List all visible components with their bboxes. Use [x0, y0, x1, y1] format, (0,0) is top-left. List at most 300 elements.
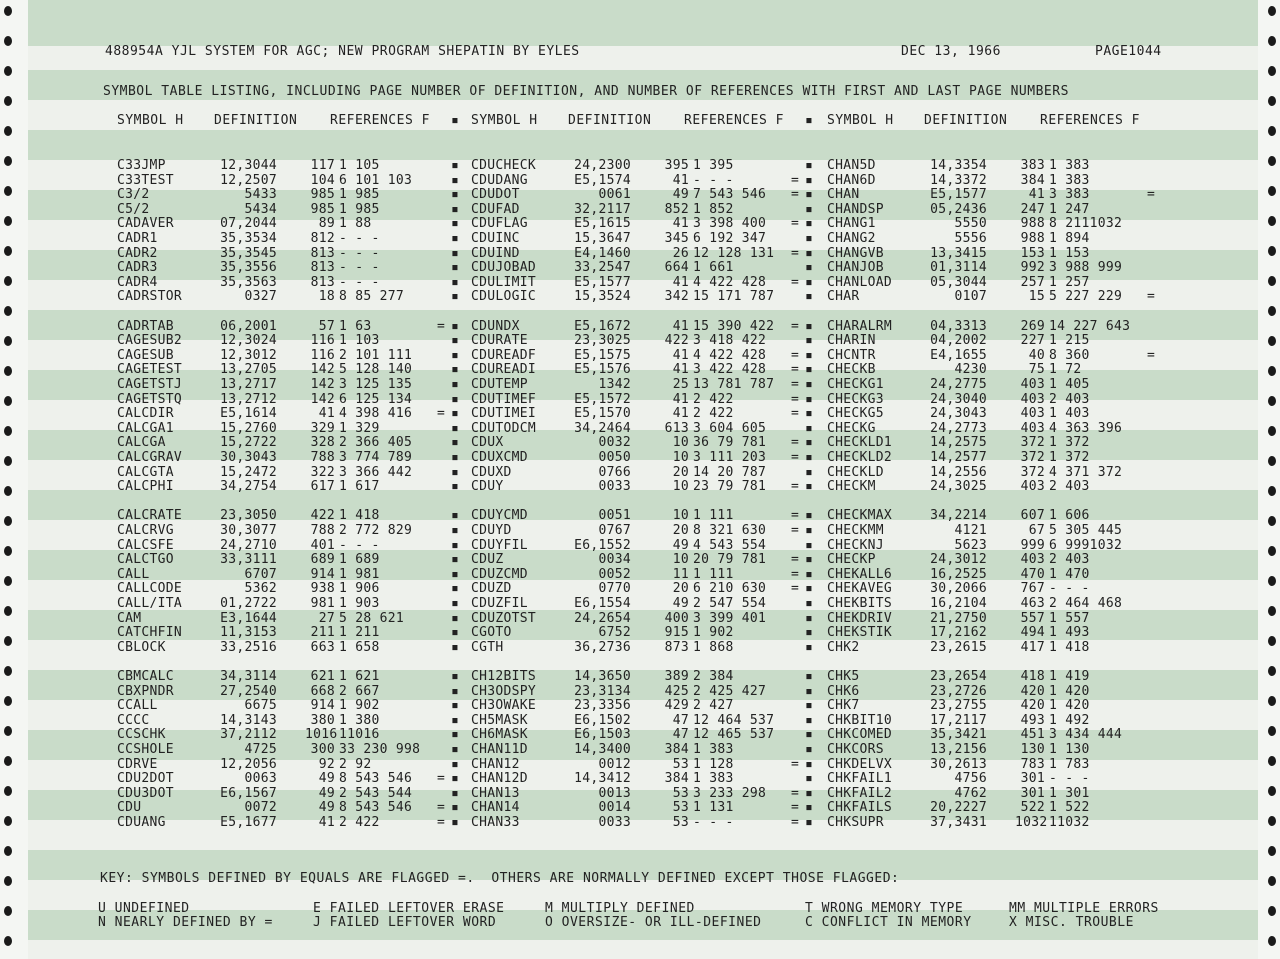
- cell-definition: E5,1677: [220, 815, 277, 830]
- feed-hole: [4, 216, 12, 226]
- cell-definition: 14,2556: [930, 464, 987, 480]
- cell-flag: =: [791, 274, 800, 290]
- cell-references: - - -: [693, 172, 734, 188]
- cell-flag: =: [791, 245, 800, 261]
- cell-symbol: CHKCOMED: [827, 727, 893, 743]
- column-header-symbol: SYMBOL H: [117, 113, 184, 128]
- cell-symbol: CALCRVG: [117, 523, 174, 538]
- cell-definition: E6,1567: [220, 785, 277, 801]
- cell-symbol: CDUINC: [471, 231, 520, 246]
- cell-symbol: CHAN: [827, 187, 860, 203]
- cell-page: 389: [664, 669, 689, 684]
- cell-definition: E6,1502: [574, 712, 631, 728]
- cell-symbol: CBMCALC: [117, 669, 174, 684]
- cell-definition: 14,2577: [930, 450, 987, 465]
- cell-page: 557: [1020, 610, 1045, 626]
- cell-page: 418: [1020, 669, 1045, 684]
- cell-references: 1 103: [339, 333, 380, 349]
- column-separator: ▪: [805, 274, 814, 290]
- cell-definition: E5,1672: [574, 318, 631, 334]
- cell-definition: 0063: [244, 771, 277, 787]
- cell-page: 41: [672, 318, 689, 334]
- feed-hole: [4, 876, 12, 886]
- cell-page: 49: [672, 537, 689, 553]
- column-separator: ▪: [451, 639, 460, 655]
- cell-references: - - -: [1049, 771, 1090, 787]
- cell-definition: 35,3563: [220, 274, 277, 290]
- column-separator: ▪: [805, 669, 814, 684]
- cell-references: 1 522: [1049, 800, 1090, 816]
- cell-page: 384: [664, 771, 689, 787]
- cell-flag: =: [437, 815, 446, 830]
- cell-page: 329: [310, 420, 335, 436]
- cell-definition: 30,2613: [930, 756, 987, 772]
- cell-definition: 24,2775: [930, 377, 987, 392]
- cell-page: 20: [672, 523, 689, 538]
- feed-hole: [1268, 906, 1276, 916]
- cell-references: 12 128 131: [693, 245, 775, 261]
- cell-definition: 17,2117: [930, 712, 987, 728]
- cell-page: 372: [1020, 450, 1045, 465]
- cell-definition: E3,1644: [220, 610, 277, 626]
- feed-hole: [1268, 786, 1276, 796]
- column-separator: ▪: [805, 581, 814, 597]
- cell-definition: E5,1572: [574, 391, 631, 407]
- column-separator: ▪: [451, 420, 460, 436]
- feed-hole: [4, 666, 12, 676]
- cell-references: 1 557: [1049, 610, 1090, 626]
- cell-references: 4 422 428: [693, 347, 767, 363]
- column-separator: ▪: [805, 508, 814, 524]
- cell-page: 914: [310, 566, 335, 582]
- cell-definition: 07,2044: [220, 216, 277, 232]
- column-separator: ▪: [451, 742, 460, 757]
- cell-symbol: CHAN11D: [471, 742, 528, 757]
- cell-page: 10: [672, 435, 689, 451]
- feed-hole: [1268, 36, 1276, 46]
- cell-references: 1 420: [1049, 698, 1090, 714]
- cell-flag: =: [791, 800, 800, 816]
- cell-definition: 12,2056: [220, 756, 277, 772]
- cell-references: 1 247: [1049, 201, 1090, 217]
- cell-page: 403: [1020, 391, 1045, 407]
- cell-page: 227: [1020, 333, 1045, 349]
- cell-symbol: CHAR: [827, 289, 860, 305]
- cell-symbol: CHKSUPR: [827, 815, 884, 830]
- cell-references: 8 360: [1049, 347, 1090, 363]
- feed-hole: [1268, 936, 1276, 946]
- cell-references: - - -: [339, 245, 380, 261]
- column-separator: ▪: [451, 537, 460, 553]
- cell-flag: =: [791, 216, 800, 232]
- cell-definition: 15,3524: [574, 289, 631, 305]
- column-separator: ▪: [451, 566, 460, 582]
- cell-references: 2 547 554: [693, 596, 767, 611]
- cell-definition: 35,3421: [930, 727, 987, 743]
- cell-page: 345: [664, 231, 689, 246]
- cell-page: 522: [1020, 800, 1045, 816]
- cell-references: 3 604 605: [693, 420, 767, 436]
- column-separator: ▪: [451, 406, 460, 422]
- column-separator: ▪: [451, 581, 460, 597]
- cell-symbol: CHECKG: [827, 420, 876, 436]
- cell-symbol: CHECKMAX: [827, 508, 893, 524]
- cell-symbol: CHECKLD2: [827, 450, 893, 465]
- cell-symbol: CHKCORS: [827, 742, 884, 757]
- cell-references: 1 380: [339, 712, 380, 728]
- cell-page: 41: [672, 216, 689, 232]
- cell-definition: 24,3040: [930, 391, 987, 407]
- cell-references: 3 233 298: [693, 785, 767, 801]
- feed-hole: [4, 456, 12, 466]
- column-separator: ▪: [805, 610, 814, 626]
- cell-symbol: CDUZOTST: [471, 610, 537, 626]
- cell-references: 1 111: [693, 566, 734, 582]
- cell-symbol: CDUFLAG: [471, 216, 528, 232]
- cell-symbol: CHK2: [827, 639, 860, 655]
- cell-symbol: CCSCHK: [117, 727, 166, 743]
- cell-symbol: CDUJOBAD: [471, 260, 537, 276]
- cell-symbol: CHAN5D: [827, 158, 876, 173]
- column-separator: ▪: [451, 479, 460, 495]
- cell-symbol: CHKDELVX: [827, 756, 893, 772]
- cell-definition: 11,3153: [220, 625, 277, 641]
- cell-references: 2 422: [693, 406, 734, 422]
- cell-page: 470: [1020, 566, 1045, 582]
- printout-page: [28, 0, 1258, 959]
- cell-references: 11016: [339, 727, 380, 743]
- column-separator: ▪: [451, 158, 460, 173]
- cell-references: 1 606: [1049, 508, 1090, 524]
- cell-symbol: CHANJOB: [827, 260, 884, 276]
- cell-definition: 24,2300: [574, 158, 631, 173]
- cell-page: 383: [1020, 158, 1045, 173]
- column-separator: ▪: [805, 187, 814, 203]
- feed-hole: [4, 816, 12, 826]
- cell-symbol: CDUREADI: [471, 362, 537, 378]
- cell-references: 33 230 998: [339, 742, 421, 757]
- column-separator: ▪: [805, 815, 814, 830]
- cell-references: 2 403: [1049, 479, 1090, 495]
- cell-references: 1 215: [1049, 333, 1090, 349]
- cell-symbol: CDUZD: [471, 581, 512, 597]
- cell-page: 463: [1020, 596, 1045, 611]
- feed-hole: [4, 756, 12, 766]
- feed-hole: [1268, 426, 1276, 436]
- feed-hole: [1268, 666, 1276, 676]
- cell-page: 41: [672, 406, 689, 422]
- cell-definition: E5,1576: [574, 362, 631, 378]
- cell-flag: =: [791, 362, 800, 378]
- column-separator: ▪: [805, 771, 814, 787]
- cell-symbol: CAGETSTQ: [117, 391, 183, 407]
- green-bar-stripe: [28, 0, 1258, 46]
- cell-definition: 14,3372: [930, 172, 987, 188]
- cell-references: - - -: [693, 815, 734, 830]
- cell-page: 67: [1028, 523, 1045, 538]
- cell-definition: 4725: [244, 742, 277, 757]
- cell-references: 2 425 427: [693, 683, 767, 699]
- cell-page: 1016: [305, 727, 338, 743]
- cell-references: 1 902: [339, 698, 380, 714]
- cell-page: 10: [672, 552, 689, 568]
- feed-hole: [4, 606, 12, 616]
- feed-hole: [1268, 636, 1276, 646]
- cell-definition: 01,2722: [220, 596, 277, 611]
- cell-symbol: CDUYCMD: [471, 508, 528, 524]
- cell-definition: E6,1554: [574, 596, 631, 611]
- column-separator: ▪: [451, 450, 460, 465]
- cell-references: 12 465 537: [693, 727, 775, 743]
- cell-page: 451: [1020, 727, 1045, 743]
- cell-references: 1 420: [1049, 683, 1090, 699]
- key-item: E FAILED LEFTOVER ERASE: [313, 901, 505, 916]
- cell-references: 1 383: [1049, 172, 1090, 188]
- cell-page: 788: [310, 523, 335, 538]
- cell-symbol: CHANLOAD: [827, 274, 893, 290]
- cell-definition: 20,2227: [930, 800, 987, 816]
- cell-references: - - -: [339, 260, 380, 276]
- feed-hole: [4, 96, 12, 106]
- column-separator: ▪: [451, 216, 460, 232]
- feed-hole: [4, 6, 12, 16]
- cell-page: 813: [310, 245, 335, 261]
- header-page: PAGE1044: [1095, 44, 1162, 59]
- listing-subtitle: SYMBOL TABLE LISTING, INCLUDING PAGE NUMBER OF DEFINITION, AND NUMBER OF REFERENCES WITH FIRST AND LAST PAGE NUMBERS: [103, 84, 1069, 99]
- cell-definition: 0770: [598, 581, 631, 597]
- feed-hole: [4, 36, 12, 46]
- column-separator: ▪: [805, 566, 814, 582]
- cell-definition: 0767: [598, 523, 631, 538]
- cell-references: 3 418 422: [693, 333, 767, 349]
- feed-hole: [1268, 96, 1276, 106]
- cell-definition: 23,2654: [930, 669, 987, 684]
- cell-definition: 23,2615: [930, 639, 987, 655]
- feed-hole: [1268, 546, 1276, 556]
- column-separator: ▪: [451, 231, 460, 246]
- cell-definition: 35,3556: [220, 260, 277, 276]
- cell-symbol: CHECKB: [827, 362, 876, 378]
- cell-symbol: CHKFAILS: [827, 800, 893, 816]
- header-date: DEC 13, 1966: [901, 44, 1001, 59]
- cell-symbol: CHK5: [827, 669, 860, 684]
- cell-symbol: CBXPNDR: [117, 683, 174, 699]
- cell-symbol: CATCHFIN: [117, 625, 183, 641]
- cell-definition: 23,3134: [574, 683, 631, 699]
- cell-symbol: C33JMP: [117, 158, 166, 173]
- cell-references: 5 28 621: [339, 610, 405, 626]
- cell-references: 2 464 468: [1049, 596, 1123, 611]
- cell-definition: 12,3024: [220, 333, 277, 349]
- cell-flag: =: [791, 406, 800, 422]
- cell-page: 300: [310, 742, 335, 757]
- cell-definition: 24,2654: [574, 610, 631, 626]
- cell-page: 985: [310, 187, 335, 203]
- feed-hole: [4, 126, 12, 136]
- feed-hole: [1268, 216, 1276, 226]
- cell-references: 2 422: [693, 391, 734, 407]
- tractor-feed-left: [0, 0, 28, 959]
- feed-hole: [1268, 726, 1276, 736]
- cell-references: 36 79 781: [693, 435, 767, 451]
- cell-flag: =: [1147, 289, 1156, 305]
- cell-definition: 24,3012: [930, 552, 987, 568]
- column-separator: ▪: [451, 391, 460, 407]
- cell-references: 1 131: [693, 800, 734, 816]
- column-header-definition: DEFINITION: [568, 113, 652, 128]
- cell-page: 153: [1020, 245, 1045, 261]
- cell-page: 41: [318, 815, 335, 830]
- cell-symbol: CHANG2: [827, 231, 876, 246]
- cell-symbol: CADRTAB: [117, 318, 174, 334]
- key-item: MM MULTIPLE ERRORS: [1009, 901, 1159, 916]
- cell-symbol: CDURATE: [471, 333, 528, 349]
- cell-references: - - -: [339, 537, 380, 553]
- feed-hole: [1268, 276, 1276, 286]
- column-separator: ▪: [805, 216, 814, 232]
- cell-flag: =: [791, 508, 800, 524]
- feed-hole: [4, 306, 12, 316]
- column-separator: ▪: [451, 201, 460, 217]
- cell-references: 1 493: [1049, 625, 1090, 641]
- feed-hole: [1268, 756, 1276, 766]
- cell-page: 40: [1028, 347, 1045, 363]
- column-separator: ▪: [805, 464, 814, 480]
- cell-symbol: CHARALRM: [827, 318, 893, 334]
- cell-references: 1 211: [339, 625, 380, 641]
- cell-flag: =: [791, 566, 800, 582]
- cell-definition: 0032: [598, 435, 631, 451]
- cell-page: 422: [664, 333, 689, 349]
- cell-symbol: CH6MASK: [471, 727, 528, 743]
- cell-symbol: CHAN33: [471, 815, 520, 830]
- cell-references: 2 772 829: [339, 523, 413, 538]
- column-separator: ▪: [451, 610, 460, 626]
- cell-definition: 4121: [954, 523, 987, 538]
- cell-page: 142: [310, 391, 335, 407]
- cell-references: 1 72: [1049, 362, 1082, 378]
- cell-references: 11032: [1049, 815, 1090, 830]
- cell-definition: 6675: [244, 698, 277, 714]
- cell-symbol: C3/2: [117, 187, 150, 203]
- cell-definition: E6,1552: [574, 537, 631, 553]
- cell-references: 1 128: [693, 756, 734, 772]
- column-separator: ▪: [451, 318, 460, 334]
- cell-page: 425: [664, 683, 689, 699]
- cell-symbol: CHECKG5: [827, 406, 884, 422]
- column-separator: ▪: [451, 274, 460, 290]
- cell-references: 2 667: [339, 683, 380, 699]
- cell-definition: 35,3534: [220, 231, 277, 246]
- cell-symbol: CDUZCMD: [471, 566, 528, 582]
- cell-references: 1 661: [693, 260, 734, 276]
- cell-page: 49: [672, 187, 689, 203]
- cell-definition: E4,1655: [930, 347, 987, 363]
- cell-flag: =: [791, 377, 800, 392]
- cell-references: 4 363 396: [1049, 420, 1123, 436]
- feed-hole: [4, 516, 12, 526]
- cell-flag: =: [437, 406, 446, 422]
- cell-page: 41: [672, 172, 689, 188]
- feed-hole: [1268, 66, 1276, 76]
- cell-references: 7 543 546: [693, 187, 767, 203]
- cell-references: 1 852: [693, 201, 734, 217]
- cell-symbol: CGTH: [471, 639, 504, 655]
- cell-page: 75: [1028, 362, 1045, 378]
- column-separator: ▪: [805, 785, 814, 801]
- column-header-definition: DEFINITION: [214, 113, 298, 128]
- cell-references: 2 427: [693, 698, 734, 714]
- column-separator: ▪: [805, 596, 814, 611]
- cell-references: 1 153: [1049, 245, 1090, 261]
- cell-page: 420: [1020, 698, 1045, 714]
- cell-references: 8 2111032: [1049, 216, 1123, 232]
- cell-symbol: CHKFAIL2: [827, 785, 893, 801]
- feed-hole: [1268, 246, 1276, 256]
- cell-symbol: CHARIN: [827, 333, 876, 349]
- column-separator: ▪: [805, 712, 814, 728]
- cell-definition: 34,2214: [930, 508, 987, 524]
- cell-symbol: CDUIND: [471, 245, 520, 261]
- cell-references: 1 403: [1049, 406, 1090, 422]
- column-separator: ▪: [805, 552, 814, 568]
- cell-page: 117: [310, 158, 335, 173]
- cell-definition: 12,3044: [220, 158, 277, 173]
- cell-symbol: CHCNTR: [827, 347, 876, 363]
- cell-symbol: CHAN12D: [471, 771, 528, 787]
- cell-symbol: CALCTGO: [117, 552, 174, 568]
- cell-page: 11: [672, 566, 689, 582]
- cell-references: 1 88: [339, 216, 372, 232]
- cell-definition: 35,3545: [220, 245, 277, 261]
- column-separator: ▪: [805, 406, 814, 422]
- cell-symbol: CHECKLD1: [827, 435, 893, 451]
- feed-hole: [4, 246, 12, 256]
- column-separator: ▪: [805, 231, 814, 246]
- cell-definition: 5434: [244, 201, 277, 217]
- feed-hole: [1268, 396, 1276, 406]
- cell-definition: 14,3650: [574, 669, 631, 684]
- cell-page: 20: [672, 581, 689, 597]
- cell-page: 41: [1028, 187, 1045, 203]
- cell-symbol: CDUXD: [471, 464, 512, 480]
- cell-references: 2 543 544: [339, 785, 413, 801]
- cell-page: 613: [664, 420, 689, 436]
- cell-symbol: CHEKSTIK: [827, 625, 893, 641]
- column-separator: ▪: [805, 318, 814, 334]
- cell-references: 3 988 999: [1049, 260, 1123, 276]
- cell-references: 1 658: [339, 639, 380, 655]
- feed-hole: [1268, 816, 1276, 826]
- column-separator: ▪: [805, 639, 814, 655]
- key-item: T WRONG MEMORY TYPE: [805, 901, 964, 916]
- cell-symbol: CHANGVB: [827, 245, 884, 261]
- cell-definition: 15,2760: [220, 420, 277, 436]
- cell-definition: 16,2104: [930, 596, 987, 611]
- cell-page: 301: [1020, 785, 1045, 801]
- cell-symbol: CHECKMM: [827, 523, 884, 538]
- cell-page: 380: [310, 712, 335, 728]
- cell-references: 2 92: [339, 756, 372, 772]
- cell-symbol: CDRVE: [117, 756, 158, 772]
- cell-definition: 0072: [244, 800, 277, 816]
- column-separator: ▪: [805, 172, 814, 188]
- feed-hole: [4, 486, 12, 496]
- cell-page: 607: [1020, 508, 1045, 524]
- feed-hole: [4, 936, 12, 946]
- cell-symbol: CDU3DOT: [117, 785, 174, 801]
- column-separator: ▪: [805, 333, 814, 349]
